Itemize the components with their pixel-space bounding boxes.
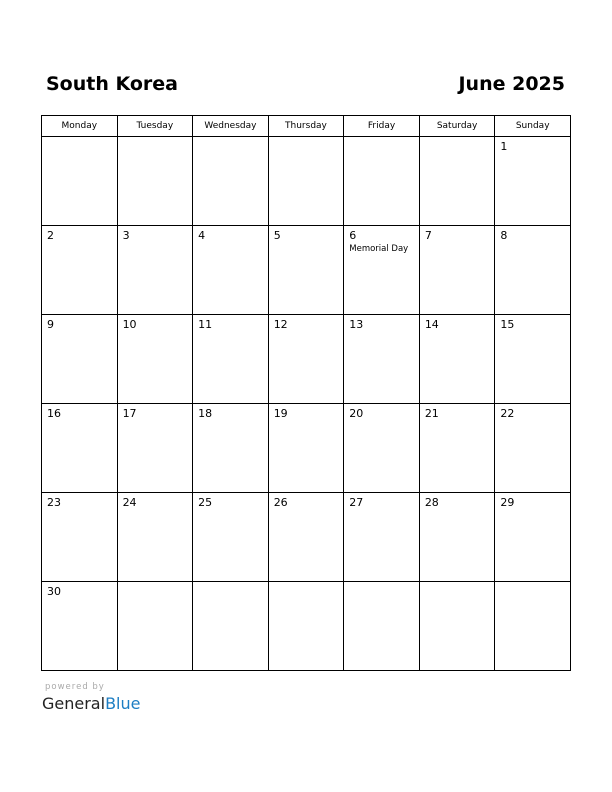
weekday-header-row [42,116,571,137]
empty-day-cell [193,582,269,671]
brand-general-text: General [42,694,106,713]
calendar-week-row [42,493,571,582]
day-cell [419,226,495,315]
generalblue-logo [42,694,140,714]
day-number: 19 [273,407,288,420]
empty-day-cell [495,582,571,671]
day-cell [117,226,193,315]
empty-day-cell [117,137,193,226]
calendar-week-row [42,315,571,404]
empty-day-cell [419,137,495,226]
day-number: 17 [122,407,137,420]
day-number: 27 [349,496,364,509]
calendar-body [42,137,571,671]
day-number: 29 [500,496,515,509]
day-number: 2 [47,229,54,242]
calendar-title-month: June 2025 [458,73,565,95]
calendar-week-row [42,582,571,671]
calendar-week-row [42,226,571,315]
day-cell [419,493,495,582]
day-cell [193,404,269,493]
weekday-header-tuesday: Tuesday [117,116,193,137]
day-number: 30 [47,585,61,598]
day-number: 8 [500,229,508,242]
footer-branding [42,681,140,714]
empty-day-cell [42,137,118,226]
day-cell [268,226,344,315]
day-cell [495,315,571,404]
empty-day-cell [344,137,420,226]
day-cell [42,315,118,404]
weekday-header-thursday: Thursday [268,116,344,137]
day-number: 9 [47,318,54,331]
day-number: 6 [349,229,357,242]
day-number: 12 [273,318,288,331]
weekday-header-friday: Friday [344,116,420,137]
day-cell [42,493,118,582]
empty-day-cell [117,582,193,671]
day-cell [344,226,420,315]
day-number: 18 [198,407,213,420]
day-number: 10 [122,318,137,331]
day-number: 16 [47,407,61,420]
day-number: 28 [424,496,439,509]
day-cell [117,404,193,493]
day-cell [117,493,193,582]
calendar-week-row [42,137,571,226]
empty-day-cell [268,137,344,226]
empty-day-cell [419,582,495,671]
day-cell [268,493,344,582]
weekday-header-saturday: Saturday [419,116,495,137]
day-number: 25 [198,496,213,509]
day-cell [117,315,193,404]
day-number: 15 [500,318,515,331]
day-number: 24 [122,496,137,509]
weekday-header-wednesday: Wednesday [193,116,269,137]
day-number: 26 [273,496,288,509]
powered-by-text: powered by [45,682,105,692]
empty-day-cell [193,137,269,226]
weekday-header-sunday: Sunday [495,116,571,137]
day-cell [495,226,571,315]
day-number: 5 [273,229,281,242]
day-number: 22 [500,407,515,420]
day-cell [42,404,118,493]
day-cell [193,226,269,315]
day-number: 14 [424,318,439,331]
day-cell [495,404,571,493]
day-number: 13 [349,318,364,331]
day-number: 1 [500,140,508,153]
empty-day-cell [268,582,344,671]
day-cell [268,404,344,493]
day-cell [344,493,420,582]
day-number: 11 [198,318,213,331]
day-cell [495,493,571,582]
day-cell [419,404,495,493]
day-cell [344,404,420,493]
day-number: 23 [47,496,61,509]
day-cell [42,582,118,671]
day-cell [268,315,344,404]
day-cell [193,315,269,404]
empty-day-cell [344,582,420,671]
holiday-label: Memorial Day [349,244,409,254]
day-cell [193,493,269,582]
calendar-title-country: South Korea [46,73,179,95]
day-number: 21 [424,407,439,420]
day-number: 7 [424,229,432,242]
brand-blue-text: Blue [105,694,141,713]
day-cell [419,315,495,404]
day-number: 4 [198,229,206,242]
calendar-grid [41,115,571,671]
calendar-week-row [42,404,571,493]
day-number: 20 [349,407,364,420]
day-cell [42,226,118,315]
day-number: 3 [122,229,130,242]
weekday-header-monday: Monday [42,116,118,137]
day-cell [344,315,420,404]
day-cell [495,137,571,226]
